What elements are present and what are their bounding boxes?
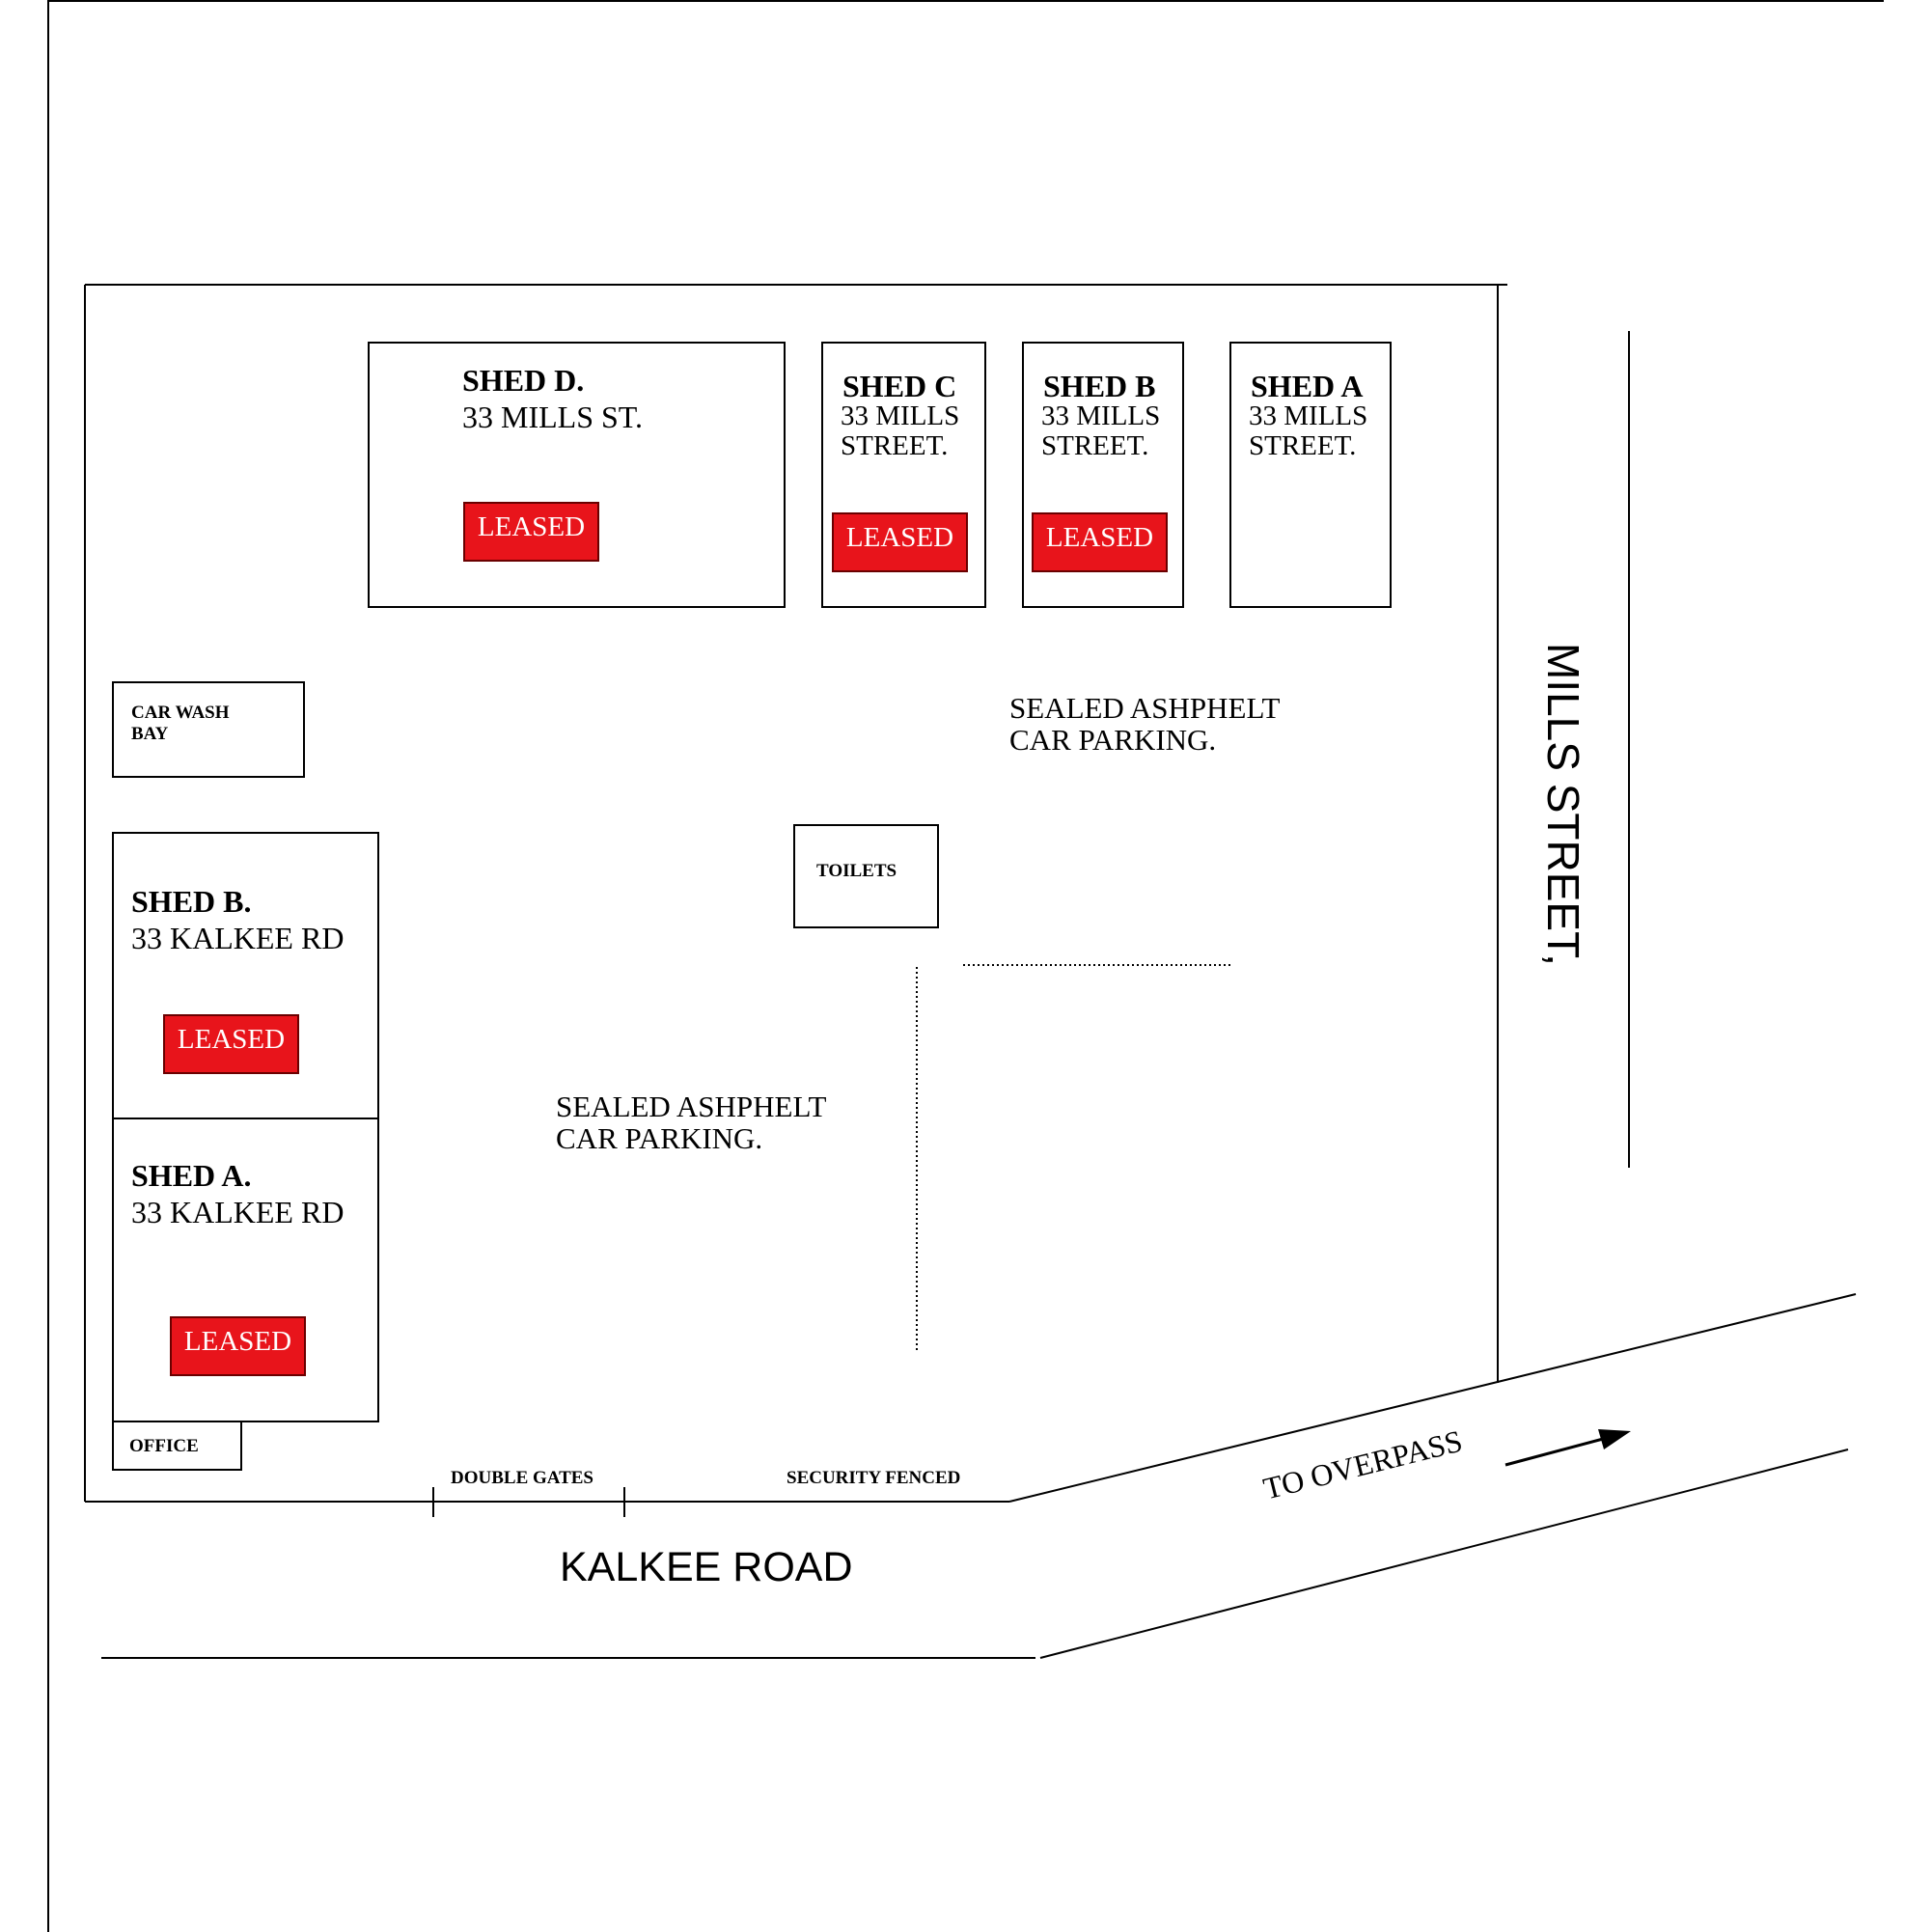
office-label: OFFICE [129, 1436, 199, 1456]
shed-title: SHED A. [131, 1158, 252, 1193]
shed-address: 33 MILLS STREET. [1249, 400, 1368, 461]
shed-address: 33 KALKEE RD [131, 1195, 345, 1229]
shed-address: 33 MILLS ST. [462, 400, 643, 434]
shed-title: SHED A [1251, 369, 1364, 403]
leased-badge: LEASED [832, 512, 968, 572]
shed-address: 33 KALKEE RD [131, 921, 345, 955]
shed-title: SHED B [1043, 369, 1156, 403]
road-edge-lower [1040, 1449, 1848, 1658]
shed-address: 33 MILLS STREET. [1041, 400, 1161, 461]
shed-b-mills[interactable] [1022, 342, 1184, 608]
leased-badge: LEASED [1032, 512, 1168, 572]
office[interactable] [112, 1421, 242, 1471]
shed-d-mills[interactable] [368, 342, 786, 608]
shed-title: SHED B. [131, 884, 252, 919]
to-overpass-label: TO OVERPASS [1259, 1422, 1466, 1506]
shed-a-mills[interactable] [1229, 342, 1392, 608]
shed-address: 33 MILLS STREET. [841, 400, 960, 461]
shed-title: SHED C [842, 369, 957, 403]
shed-title: SHED D. [462, 363, 585, 398]
shed-c-mills[interactable] [821, 342, 986, 608]
car-wash-bay[interactable] [112, 681, 305, 778]
toilets[interactable] [793, 824, 939, 928]
kalkee-road-label: KALKEE ROAD [560, 1544, 853, 1590]
shed-a-kalkee[interactable] [112, 1118, 379, 1422]
arrow-right-icon [1505, 1429, 1631, 1465]
parking-label-lower: SEALED ASHPHELT CAR PARKING. [556, 1090, 827, 1155]
double-gates-label: DOUBLE GATES [451, 1468, 593, 1488]
toilets-label: TOILETS [816, 861, 897, 881]
security-fenced-label: SECURITY FENCED [787, 1468, 961, 1488]
leased-badge: LEASED [163, 1014, 299, 1074]
shed-b-kalkee[interactable] [112, 832, 379, 1119]
leased-badge: LEASED [170, 1316, 306, 1376]
road-edge-upper [1009, 1294, 1856, 1502]
leased-badge: LEASED [463, 502, 599, 562]
parking-label-upper: SEALED ASHPHELT CAR PARKING. [1009, 691, 1281, 757]
car-wash-label: CAR WASH BAY [131, 703, 230, 744]
mills-street-label: MILLS STREET, [1538, 643, 1588, 966]
